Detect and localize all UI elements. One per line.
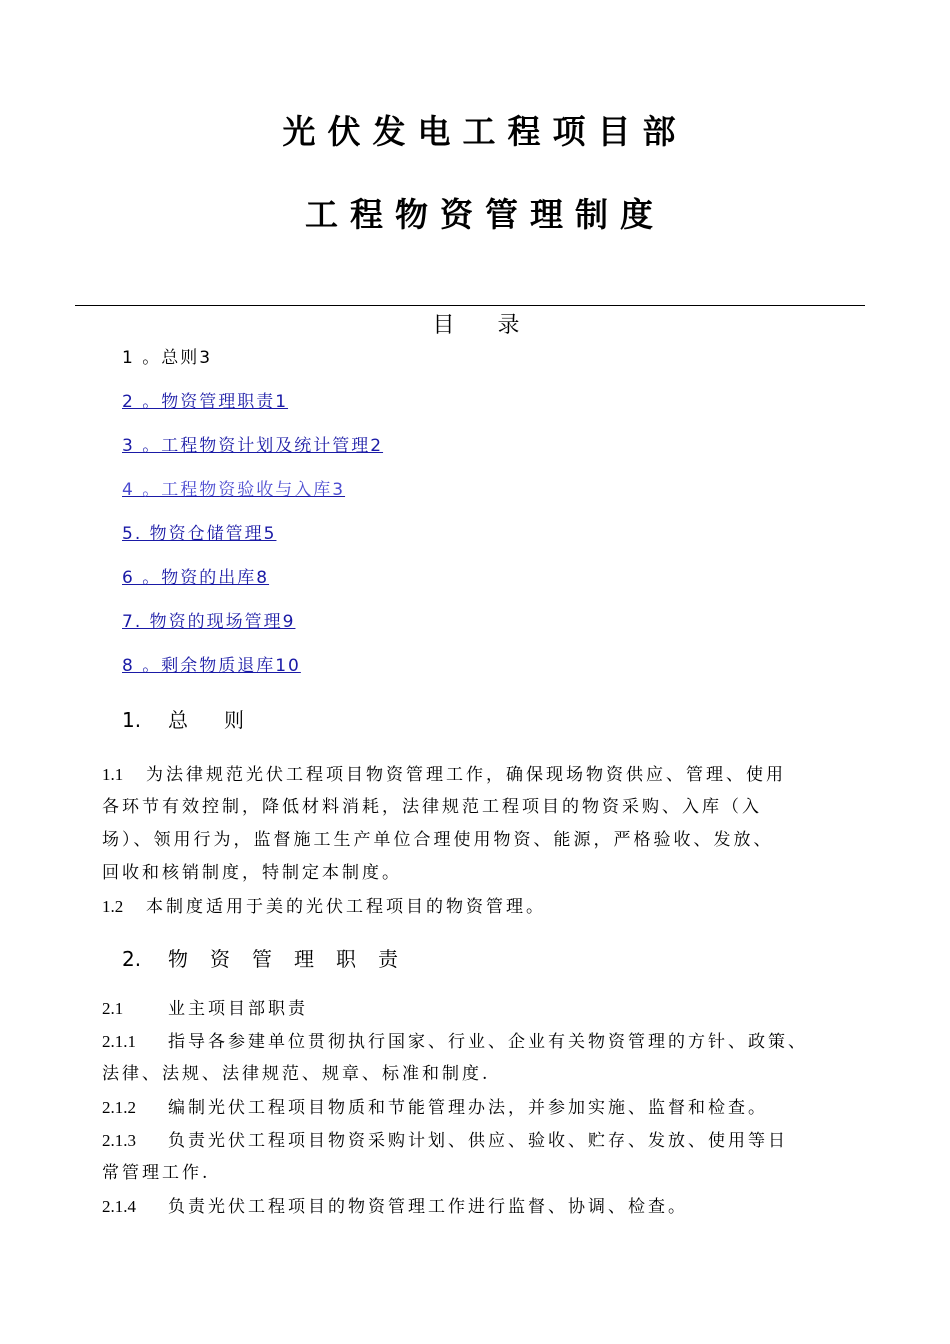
section-title: 总则 bbox=[168, 708, 280, 732]
paragraph-line bbox=[102, 758, 852, 791]
paragraph-line bbox=[102, 824, 852, 857]
paragraph-text: 回收和核销制度，特制定本制度。 bbox=[102, 863, 402, 883]
toc-item-8[interactable] bbox=[122, 653, 383, 697]
toc-item-4[interactable] bbox=[122, 477, 383, 521]
section-2-body bbox=[102, 992, 852, 1223]
paragraph-text: 本制度适用于美的光伏工程项目的物资管理。 bbox=[146, 897, 546, 917]
toc-item-3[interactable] bbox=[122, 433, 383, 477]
toc-item-1 bbox=[122, 345, 383, 389]
table-of-contents bbox=[122, 345, 383, 697]
toc-link-5[interactable]: 5. 物资仓储管理5 bbox=[122, 524, 277, 544]
section-number: 2. bbox=[122, 947, 142, 971]
toc-item-2[interactable] bbox=[122, 389, 383, 433]
section-number: 1. bbox=[122, 708, 142, 732]
clause-number: 2.1 bbox=[102, 999, 124, 1018]
paragraph-text: 业主项目部职责 bbox=[168, 999, 308, 1019]
paragraph-line bbox=[102, 791, 852, 824]
section-heading-1 bbox=[122, 706, 280, 734]
toc-item-5[interactable] bbox=[122, 521, 383, 565]
clause-number: 1.2 bbox=[102, 897, 124, 916]
paragraph-line bbox=[102, 992, 852, 1025]
paragraph-text: 法律、法规、法律规范、规章、标准和制度. bbox=[102, 1064, 491, 1084]
paragraph-line bbox=[102, 1025, 852, 1058]
paragraph-text: 为法律规范光伏工程项目物资管理工作，确保现场物资供应、管理、使用 bbox=[146, 765, 786, 785]
toc-item-text: 1 。总则3 bbox=[122, 348, 213, 368]
section-heading-2 bbox=[122, 945, 420, 973]
paragraph-line bbox=[102, 1157, 852, 1190]
section-title: 物资管理职责 bbox=[168, 947, 420, 971]
paragraph-text: 负责光伏工程项目的物资管理工作进行监督、协调、检查。 bbox=[168, 1197, 688, 1217]
toc-link-6[interactable]: 6 。物资的出库8 bbox=[122, 568, 270, 588]
toc-link-3[interactable]: 3 。工程物资计划及统计管理2 bbox=[122, 436, 384, 456]
document-title-line1: 光伏发电工程项目部 bbox=[282, 112, 688, 151]
paragraph-text: 编制光伏工程项目物质和节能管理办法，并参加实施、监督和检查。 bbox=[168, 1098, 768, 1118]
paragraph-text: 各环节有效控制，降低材料消耗，法律规范工程项目的物资采购、入库（入 bbox=[102, 797, 762, 817]
toc-link-4[interactable]: 4 。工程物资验收与入库3 bbox=[122, 480, 346, 500]
clause-number: 1.1 bbox=[102, 765, 124, 784]
clause-number: 2.1.4 bbox=[102, 1197, 136, 1216]
paragraph-text: 场）、领用行为，监督施工生产单位合理使用物资、能源，严格验收、发放、 bbox=[102, 830, 774, 850]
paragraph-text: 常管理工作. bbox=[102, 1163, 211, 1183]
toc-item-6[interactable] bbox=[122, 565, 383, 609]
paragraph-line bbox=[102, 890, 852, 923]
paragraph-line bbox=[102, 857, 852, 890]
horizontal-divider bbox=[75, 305, 865, 306]
clause-number: 2.1.3 bbox=[102, 1131, 136, 1150]
paragraph-line bbox=[102, 1091, 852, 1124]
clause-number: 2.1.2 bbox=[102, 1098, 136, 1117]
paragraph-text: 指导各参建单位贯彻执行国家、行业、企业有关物资管理的方针、政策、 bbox=[168, 1032, 808, 1052]
toc-link-2[interactable]: 2 。物资管理职责1 bbox=[122, 392, 289, 412]
toc-heading: 目 录 bbox=[432, 313, 538, 338]
paragraph-line bbox=[102, 1124, 852, 1157]
paragraph-line bbox=[102, 1190, 852, 1223]
paragraph-text: 负责光伏工程项目物资采购计划、供应、验收、贮存、发放、使用等日 bbox=[168, 1131, 788, 1151]
toc-link-7[interactable]: 7. 物资的现场管理9 bbox=[122, 612, 296, 632]
toc-item-7[interactable] bbox=[122, 609, 383, 653]
section-1-body bbox=[102, 758, 852, 923]
toc-link-8[interactable]: 8 。剩余物质退库10 bbox=[122, 656, 301, 676]
paragraph-line bbox=[102, 1058, 852, 1091]
document-title-line2: 工程物资管理制度 bbox=[305, 195, 665, 234]
clause-number: 2.1.1 bbox=[102, 1032, 136, 1051]
